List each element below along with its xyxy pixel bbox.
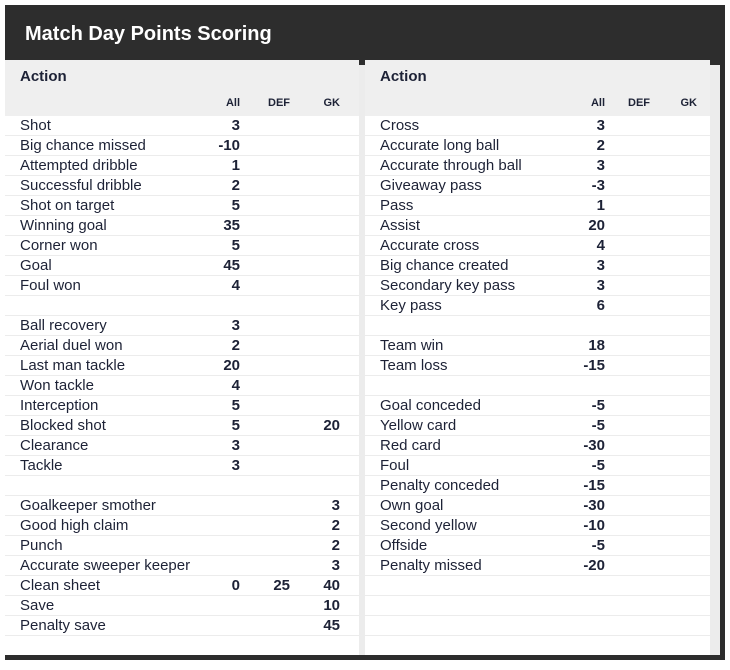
table-row: [365, 396, 710, 416]
table-row: [5, 436, 359, 456]
value-all: 3: [596, 277, 605, 294]
table-row: [365, 496, 710, 516]
header-all: All: [590, 97, 605, 109]
table-row: [5, 316, 359, 336]
action-label: Own goal: [380, 497, 444, 514]
value-all: 20: [588, 217, 605, 234]
action-label: Key pass: [380, 297, 442, 314]
action-label: Giveaway pass: [380, 177, 482, 194]
title-bar: [5, 5, 725, 65]
value-all: 2: [231, 177, 240, 194]
table-row: [365, 316, 710, 336]
action-label: Penalty missed: [380, 557, 482, 574]
table-row: [365, 176, 710, 196]
value-all: 5: [231, 417, 240, 434]
value-gk: 3: [331, 557, 340, 574]
action-label: Goal: [20, 257, 52, 274]
value-all: 3: [231, 117, 240, 134]
value-gk: 20: [323, 417, 340, 434]
action-label: Won tackle: [20, 377, 94, 394]
table-body: [365, 116, 710, 655]
table-row: [365, 576, 710, 596]
table-row: [5, 216, 359, 236]
table-row: [5, 496, 359, 516]
table-row: [365, 256, 710, 276]
value-all: -15: [583, 357, 605, 374]
table-row: [5, 536, 359, 556]
table-row: [5, 136, 359, 156]
value-all: -5: [591, 537, 605, 554]
value-all: -5: [591, 397, 605, 414]
value-all: -10: [218, 137, 240, 154]
action-label: Successful dribble: [20, 177, 142, 194]
table-row: [5, 116, 359, 136]
value-all: 2: [231, 337, 240, 354]
value-all: 4: [596, 237, 605, 254]
table-body: [5, 116, 359, 655]
table-row: [365, 556, 710, 576]
value-all: 5: [231, 237, 240, 254]
action-label: Save: [20, 597, 55, 614]
table-row: [365, 136, 710, 156]
header-action: Action: [380, 68, 427, 85]
value-all: 3: [596, 257, 605, 274]
left-table: [5, 60, 359, 655]
table-header: [5, 60, 359, 116]
table-row: [5, 416, 359, 436]
header-def: DEF: [268, 97, 290, 109]
table-row: [5, 196, 359, 216]
action-label: Penalty conceded: [380, 477, 500, 494]
table-row: [365, 196, 710, 216]
table-row: [5, 456, 359, 476]
value-all: 4: [231, 377, 240, 394]
action-label: Second yellow: [380, 517, 477, 534]
table-row: [365, 416, 710, 436]
table-row: [365, 236, 710, 256]
value-all: 20: [223, 357, 240, 374]
action-label: Foul won: [20, 277, 81, 294]
value-gk: 2: [331, 537, 340, 554]
value-all: 2: [596, 137, 605, 154]
action-label: Interception: [20, 397, 99, 414]
value-all: -20: [583, 557, 605, 574]
action-label: Clean sheet: [20, 577, 101, 594]
action-label: Offside: [380, 537, 428, 554]
table-row: [5, 596, 359, 616]
action-label: Attempted dribble: [20, 157, 138, 174]
value-gk: 3: [331, 497, 340, 514]
action-label: Foul: [380, 457, 410, 474]
value-all: 5: [231, 397, 240, 414]
action-label: Penalty save: [20, 617, 106, 634]
action-label: Big chance created: [380, 257, 509, 274]
action-label: Yellow card: [380, 417, 457, 434]
table-row: [5, 236, 359, 256]
action-label: Pass: [380, 197, 414, 214]
table-row: [5, 256, 359, 276]
header-gk: GK: [323, 97, 340, 109]
table-row: [5, 396, 359, 416]
value-all: 45: [223, 257, 240, 274]
table-row: [365, 356, 710, 376]
action-label: Shot on target: [20, 197, 115, 214]
action-label: Red card: [380, 437, 441, 454]
action-label: Clearance: [20, 437, 89, 454]
action-label: Goalkeeper smother: [20, 497, 156, 514]
action-label: Winning goal: [20, 217, 107, 234]
action-label: Secondary key pass: [380, 277, 516, 294]
table-row: [5, 176, 359, 196]
value-gk: 2: [331, 517, 340, 534]
action-label: Accurate through ball: [380, 157, 522, 174]
table-row: [365, 456, 710, 476]
value-all: -5: [591, 417, 605, 434]
action-label: Shot: [20, 117, 51, 134]
header-all: All: [225, 97, 240, 109]
value-all: -30: [583, 437, 605, 454]
table-row: [365, 216, 710, 236]
value-all: 3: [596, 117, 605, 134]
table-row: [5, 556, 359, 576]
table-row: [365, 596, 710, 616]
value-gk: 10: [323, 597, 340, 614]
table-row: [5, 576, 359, 596]
value-gk: 45: [323, 617, 340, 634]
value-all: -30: [583, 497, 605, 514]
action-label: Corner won: [20, 237, 98, 254]
table-row: [365, 376, 710, 396]
value-all: 1: [231, 157, 240, 174]
table-row: [365, 536, 710, 556]
value-all: -10: [583, 517, 605, 534]
value-all: -5: [591, 457, 605, 474]
table-row: [5, 156, 359, 176]
table-row: [365, 296, 710, 316]
table-header: [365, 60, 710, 116]
action-label: Assist: [380, 217, 421, 234]
value-all: 3: [231, 437, 240, 454]
value-gk: 40: [323, 577, 340, 594]
value-all: 35: [223, 217, 240, 234]
value-all: -3: [591, 177, 605, 194]
action-label: Blocked shot: [20, 417, 106, 434]
page-title: Match Day Points Scoring: [25, 23, 272, 45]
table-row: [365, 336, 710, 356]
table-row: [365, 116, 710, 136]
value-all: 5: [231, 197, 240, 214]
table-row: [5, 336, 359, 356]
action-label: Ball recovery: [20, 317, 107, 334]
action-label: Good high claim: [20, 517, 129, 534]
table-row: [5, 616, 359, 636]
action-label: Last man tackle: [20, 357, 126, 374]
value-all: 3: [231, 317, 240, 334]
value-all: 18: [588, 337, 605, 354]
value-all: 3: [231, 457, 240, 474]
action-label: Accurate cross: [380, 237, 480, 254]
action-label: Cross: [380, 117, 420, 134]
table-row: [5, 516, 359, 536]
table-row: [5, 376, 359, 396]
action-label: Accurate sweeper keeper: [20, 557, 191, 574]
action-label: Punch: [20, 537, 63, 554]
table-row: [5, 356, 359, 376]
action-label: Tackle: [20, 457, 63, 474]
table-row: [365, 276, 710, 296]
value-all: 4: [231, 277, 240, 294]
table-row: [365, 436, 710, 456]
value-all: 6: [596, 297, 605, 314]
value-all: 3: [596, 157, 605, 174]
table-row: [5, 296, 359, 316]
value-all: 0: [231, 577, 240, 594]
value-def: 25: [273, 577, 290, 594]
value-all: -15: [583, 477, 605, 494]
table-row: [5, 476, 359, 496]
action-label: Goal conceded: [380, 397, 481, 414]
action-label: Team win: [380, 337, 444, 354]
header-def: DEF: [628, 97, 650, 109]
action-label: Accurate long ball: [380, 137, 500, 154]
right-table: [365, 60, 710, 655]
table-row: [5, 276, 359, 296]
action-label: Big chance missed: [20, 137, 146, 154]
table-row: [5, 636, 359, 655]
table-row: [365, 156, 710, 176]
table-row: [365, 636, 710, 655]
header-action: Action: [20, 68, 67, 85]
action-label: Aerial duel won: [20, 337, 123, 354]
table-row: [365, 616, 710, 636]
table-row: [365, 476, 710, 496]
action-label: Team loss: [380, 357, 448, 374]
value-all: 1: [596, 197, 605, 214]
table-row: [365, 516, 710, 536]
header-gk: GK: [680, 97, 697, 109]
